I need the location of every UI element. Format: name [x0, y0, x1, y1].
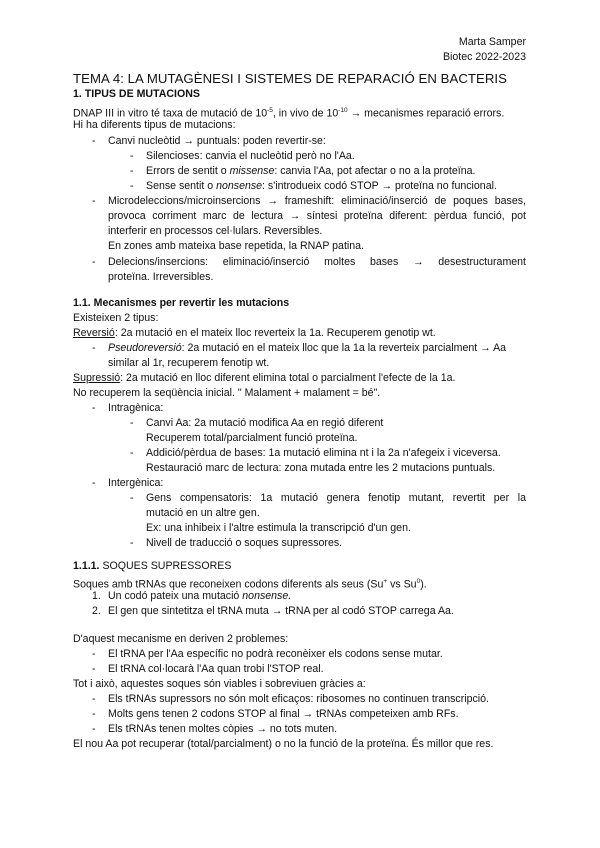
viability-item-1: Els tRNAs supressors no són molt eficaços: ribosomes no continuen transcripció. [108, 693, 489, 705]
bullet-dash: - [130, 492, 134, 504]
bullet-dash: - [92, 723, 96, 735]
pseudoreversion-line-1: Pseudoreversió: 2a mutació en el mateix lloc que la 1a la reverteix parcialment → Aa [108, 342, 507, 354]
compensatory-line-1: Gens compensatoris: 1a mutació genera fenotip mutant, revertit per la [146, 492, 526, 504]
section-1-1-heading: 1.1. Mecanismes per revertir les mutacions [73, 297, 290, 309]
bullet-dash: - [92, 256, 96, 268]
author-name: Marta Samper [458, 36, 526, 48]
compensatory-line-2: mutació en un altre gen. [146, 507, 260, 519]
suppression-line-2: No recuperem la seqüència inicial. " Malament + malament = bé". [73, 387, 381, 399]
deletion-line-2: proteïna. Irreversibles. [108, 271, 214, 283]
conclusion-text: El nou Aa pot recuperar (total/parcialment) o no la funció de la proteïna. És millor que res. [73, 738, 494, 750]
missense-item: Errors de sentit o missense: canvia l'Aa, pot afectar o no a la proteïna. [146, 165, 476, 177]
nonsense-item: Sense sentit o nonsense: s'introdueix codó STOP → proteïna no funcional. [146, 180, 497, 192]
bullet-dash: - [130, 447, 134, 459]
numbered-item-2: El gen que sintetitza el tRNA muta → tRNA per al codó STOP carrega Aa. [108, 605, 454, 617]
suppressor-strains-intro: Soques amb tRNAs que reconeixen codons diferents als seus (Su+ vs Su$^0$). [73, 578, 427, 591]
problems-intro: D'aquest mecanisme en deriven 2 problemes: [73, 633, 289, 645]
numbered-item-1: Un codó pateix una mutació nonsense. [108, 590, 292, 602]
bullet-dash: - [92, 648, 96, 660]
point-mutation-item: Canvi nucleòtid → puntuals: poden revertir-se: [108, 135, 326, 147]
microdeletion-line-2: provoca corriment marc de lectura → síntesi proteïna diferent: pèrdua funció, pot [108, 210, 526, 222]
list-number: 1. [92, 590, 101, 602]
viability-item-3: Els tRNAs tenen moltes còpies → no tots muten. [108, 723, 338, 735]
bullet-dash: - [92, 402, 96, 414]
page-title: TEMA 4: LA MUTAGÈNESI I SISTEMES DE REPARACIÓ EN BACTERIS [73, 71, 507, 86]
microdeletion-line-4: En zones amb mateixa base repetida, la RNAP patina. [108, 240, 364, 252]
bullet-dash: - [130, 537, 134, 549]
bullet-dash: - [130, 150, 134, 162]
microdeletion-line-3: interferir en processos cel·lulars. Reversibles. [108, 225, 323, 237]
microdeletion-line-1: Microdeleccions/microinsercions → frameshift: eliminació/inserció de poques bases, [108, 195, 526, 207]
two-types-intro: Existeixen 2 tipus: [73, 312, 159, 324]
list-number: 2. [92, 605, 101, 617]
base-addition-line-1: Addició/pèrdua de bases: 1a mutació elimina nt i la 2a n'afegeix i viceversa. [146, 447, 501, 459]
aa-change-line-1: Canvi Aa: 2a mutació modifica Aa en regió diferent [146, 417, 384, 429]
problem-item-2: El tRNA col·locarà l'Aa quan trobi l'STOP real. [108, 663, 324, 675]
compensatory-example: Ex: una inhibeix i l'altre estimula la transcripció d'un gen. [146, 522, 411, 534]
base-addition-line-2: Restauració marc de lectura: zona mutada entre les 2 mutacions puntuals. [146, 462, 496, 474]
aa-change-line-2: Recuperem total/parcialment funció proteïna. [146, 432, 358, 444]
bullet-dash: - [92, 135, 96, 147]
problem-item-1: El tRNA per l'Aa específic no podrà reconèixer els codons sense mutar. [108, 648, 443, 660]
section-1-heading: 1. TIPUS DE MUTACIONS [73, 88, 200, 100]
bullet-dash: - [92, 342, 96, 354]
bullet-dash: - [130, 165, 134, 177]
silent-mutation-item: Silencioses: canvia el nucleòtid però no l'Aa. [146, 150, 355, 162]
deletion-line-1: Delecions/insercions: eliminació/inserció moltes bases → desestructurament [108, 256, 526, 268]
bullet-dash: - [92, 693, 96, 705]
bullet-dash: - [130, 417, 134, 429]
bullet-dash: - [130, 180, 134, 192]
bullet-dash: - [92, 477, 96, 489]
reversion-text: Reversió: 2a mutació en el mateix lloc reverteix la 1a. Recuperem genotip wt. [73, 327, 436, 339]
intragenic-item: Intragènica: [108, 402, 164, 414]
intergenic-item: Intergènica: [108, 477, 164, 489]
bullet-dash: - [92, 708, 96, 720]
course-label: Biotec 2022-2023 [442, 51, 526, 63]
section-1-1-1-heading: 1.1.1. SOQUES SUPRESSORES [73, 560, 232, 572]
bullet-dash: - [92, 195, 96, 207]
viability-intro: Tot i això, aquestes soques són viables i sobreviuen gràcies a: [73, 678, 366, 690]
pseudoreversion-line-2: similar al 1r, recuperem fenotip wt. [108, 357, 270, 369]
mutation-types-intro: Hi ha diferents tipus de mutacions: [73, 119, 236, 131]
bullet-dash: - [92, 663, 96, 675]
dnap-rate-text: DNAP III in vitro té taxa de mutació de $10^{-5}$, in vivo de $10^{-10}$ → mecanismes reparació errors. [73, 107, 505, 120]
suppression-text: Supressió: 2a mutació en lloc diferent elimina total o parcialment l'efecte de la 1a. [73, 372, 456, 384]
translation-level-item: Nivell de traducció o soques supressores. [146, 537, 343, 549]
viability-item-2: Molts gens tenen 2 codons STOP al final → tRNAs competeixen amb RFs. [108, 708, 459, 720]
